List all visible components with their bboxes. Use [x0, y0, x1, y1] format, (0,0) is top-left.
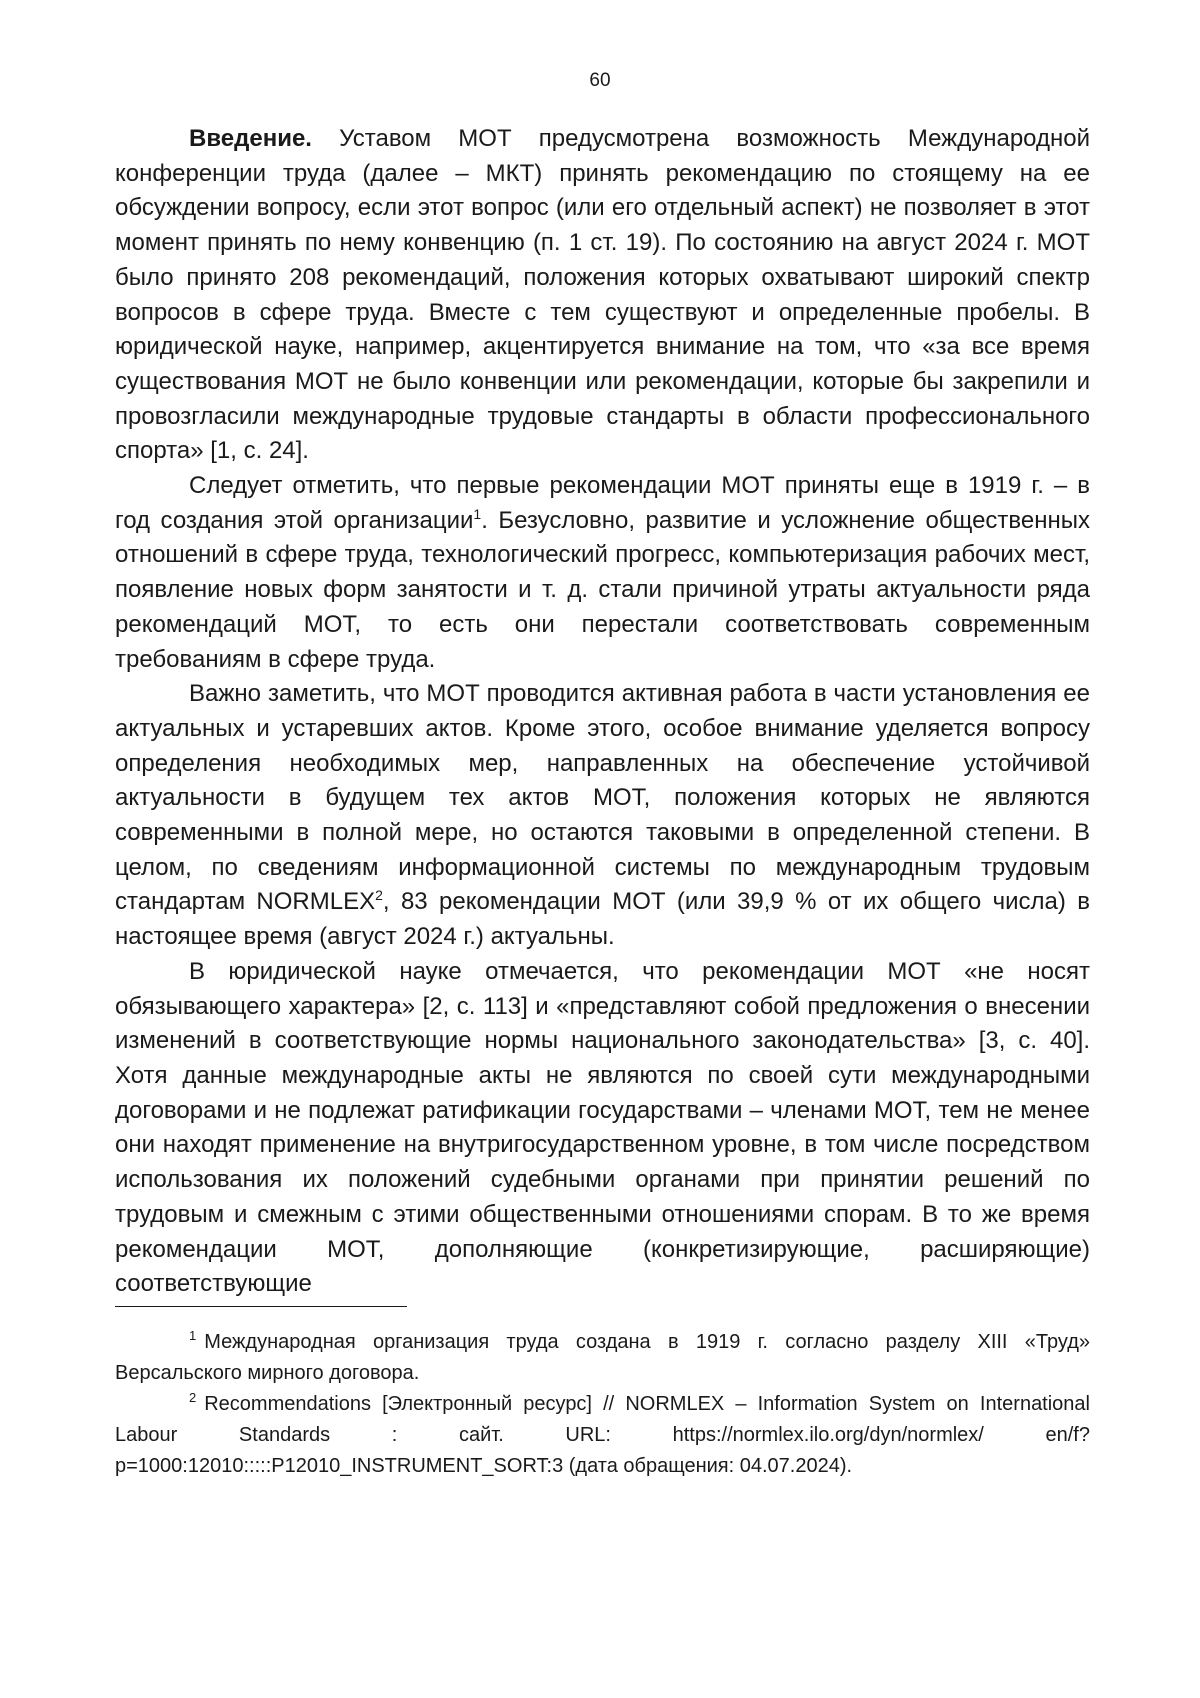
footnote-text: Международная организация труда создана в 1919 г. согласно разделу XIII «Труд» Версальского мирного договора.	[115, 1331, 1090, 1384]
paragraph-normlex	[115, 677, 1090, 955]
paragraph-history	[115, 469, 1090, 677]
paragraph-text: , 83 рекомендации МОТ (или 39,9 % от их общего числа) в настоящее время (август 2024 г.) актуальны.	[115, 888, 1090, 951]
footnote-reference-1[interactable]: 1	[473, 505, 482, 522]
main-text	[115, 122, 1090, 1302]
footnote-1	[115, 1327, 1090, 1389]
page-number: 60	[589, 70, 611, 91]
footnotes	[115, 1327, 1090, 1482]
paragraph-text: Уставом МОТ предусмотрена возможность Международной конференции труда (далее – МКТ) принять рекомендацию по стоящему на ее обсуждении вопросу, если этот вопрос (или его отдельный аспект) не позволяет в этот момент принять по нему конвенцию (п. 1 ст. 19). По состоянию на август 2024 г. МОТ было принято 208 рекомендаций, положения которых охватывают широкий спектр вопросов в сфере труда. Вместе с тем существуют и определенные пробелы. В юридической науке, например, акцентируется внимание на том, что «за все время существования МОТ не было конвенции или рекомендации, которые бы закрепили и провозгласили международные трудовые стандарты в области профессионального спорта» [1, с. 24].	[115, 125, 1090, 465]
paragraph-introduction	[115, 122, 1090, 469]
paragraph-text: . Безусловно, развитие и усложнение общественных отношений в сфере труда, технологический прогресс, компьютеризация рабочих мест, появление новых форм занятости и т. д. стали причиной утраты актуальности ряда рекомендаций МОТ, то есть они перестали соответствовать современным требованиям в сфере труда.	[115, 506, 1090, 673]
footnote-text: Recommendations [Электронный ресурс] // NORMLEX – Information System on International Labour Standards : сайт. URL: https://normlex.ilo.org/dyn/normlex/ en/f?p=1000:12010:::::P12010_INSTRUMENT_SORT:3 (дата обращения: 04.07.2024).	[115, 1393, 1090, 1477]
paragraph-text: Следует отметить, что первые рекомендации МОТ приняты еще в 1919 г. – в год создания этой организации	[115, 472, 1090, 534]
footnote-2	[115, 1389, 1090, 1482]
footnote-separator	[115, 1306, 407, 1307]
footnote-number: 2	[189, 1390, 197, 1406]
paragraph-legal-science: В юридической науке отмечается, что рекомендации МОТ «не носят обязывающего характера» [2, с. 113] и «представляют собой предложения о внесении изменений в соответствующие нормы национального законодательства» [3, с. 40]. Хотя данные международные акты не являются по своей сути международными договорами и не подлежат ратификации государствами – членами МОТ, тем не менее они находят применение на внутригосударственном уровне, в том числе посредством использования их положений судебными органами при принятии решений по трудовым и смежным с этими общественными отношениями спорам. В то же время рекомендации МОТ, дополняющие (конкретизирующие, расширяющие) соответствующие	[115, 957, 1090, 1298]
footnote-reference-2[interactable]: 2	[375, 887, 383, 904]
paragraph-text: Важно заметить, что МОТ проводится активная работа в части установления ее актуальных и устаревших актов. Кроме этого, особое внимание уделяется вопросу определения необходимых мер, направленных на обеспечение устойчивой актуальности в будущем тех актов МОТ, положения которых не являются современными в полной мере, но остаются таковыми в определенной степени. В целом, по сведениям информационной системы по международным трудовым стандартам NORMLEX	[115, 680, 1090, 916]
footnote-number: 1	[189, 1328, 197, 1344]
paragraph-lead-heading: Введение.	[189, 125, 312, 152]
